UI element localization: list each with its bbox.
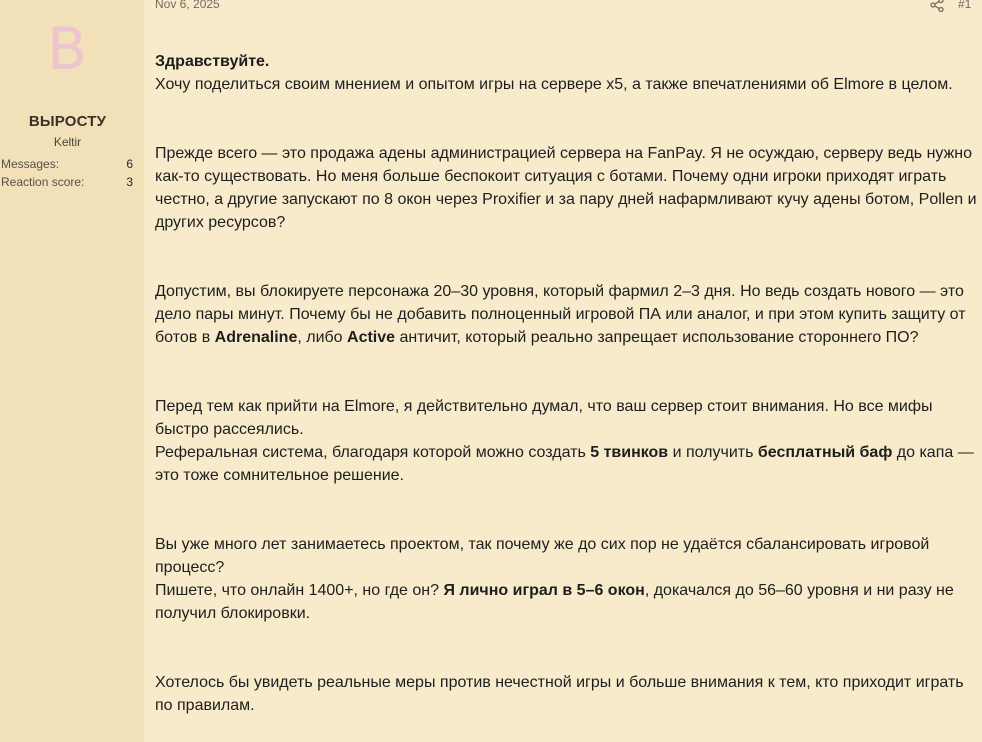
paragraph-anticheat: [155, 280, 977, 349]
user-sidebar: [0, 0, 144, 742]
p3-text-a: Реферальная система, благодаря которой можно создать: [155, 444, 591, 461]
greeting-text: Здравствуйте.: [155, 53, 270, 70]
p2-bold-active: Active: [347, 329, 396, 346]
intro-paragraph: Хочу поделиться своим мнением и опытом игры на сервере x5, а также впечатлениями об Elmore в целом.: [155, 76, 953, 93]
paragraph-referral: [155, 441, 977, 487]
avatar[interactable]: [24, 14, 110, 84]
stat-messages-label: Messages:: [1, 157, 60, 171]
p4-bold-windows: Я лично играл в 5–6 окон: [443, 582, 645, 599]
p4-text-c: , докачался до 56–60 уровня и ни разу не получил блокировки.: [155, 582, 954, 622]
p3-text-c: и получить: [668, 444, 758, 461]
p3-bold-buff: бесплатный баф: [757, 444, 893, 461]
p2-text-c: , либо: [297, 329, 348, 346]
user-title: Keltir: [53, 135, 82, 149]
post-header: [155, 0, 975, 13]
stat-reaction-score: [1, 175, 133, 189]
stat-reaction-value: 3: [126, 175, 133, 189]
paragraph-fanpay: Прежде всего — это продажа адены администрацией сервера на FanPay. Я не осуждаю, серверу ведь нужно как-то существовать. Но меня больше беспокоит ситуация с ботами. Почему одни игроки приходят играть честно, а другие запускают по 8 окон через Proxifier и за пару дней нафармливают кучу адены ботом, Pollen и других ресурсов?: [155, 145, 977, 231]
post-number-link[interactable]: #1: [958, 0, 972, 11]
p3-bold-twinks: 5 твинков: [590, 444, 669, 461]
avatar-letter: B: [47, 15, 87, 83]
p3-text-d: до капа — это тоже сомнительное решение.: [155, 444, 974, 484]
stat-messages-value: 6: [126, 157, 133, 171]
paragraph-online: [155, 579, 977, 625]
post-date[interactable]: Nov 6, 2025: [155, 0, 220, 11]
p4-text-a: Пишете, что онлайн 1400+, но где он?: [155, 582, 444, 599]
share-icon[interactable]: [930, 0, 944, 12]
paragraph-closing: Хотелось бы увидеть реальные меры против нечестной игры и больше внимания к тем, кто приходит играть по правилам.: [155, 674, 964, 714]
paragraph-elmore-line1: Перед тем как прийти на Elmore, я действительно думал, что ваш сервер стоит внимания. Но все мифы быстро рассеялись.: [155, 398, 933, 438]
greeting: [155, 50, 977, 73]
stat-messages: [1, 157, 133, 171]
p2-text-a: Допустим, вы блокируете персонажа 20–30 уровня, который фармил 2–3 дня. Но ведь создать нового — это дело пары минут. Почему бы не добавить полноценный игровой ПА или аналог, и при этом купить защиту от ботов в: [155, 283, 966, 346]
p2-bold-adrenaline: Adrenaline: [214, 329, 298, 346]
p2-text-d: античит, который реально запрещает использование стороннего ПО?: [395, 329, 919, 346]
username-link[interactable]: ВЫРОСТУ: [28, 113, 107, 130]
stat-reaction-label: Reaction score:: [1, 175, 85, 189]
paragraph-balance-line1: Вы уже много лет занимаетесь проектом, так почему же до сих пор не удаётся сбалансировать игровой процесс?: [155, 536, 930, 576]
post-body: [155, 50, 977, 717]
